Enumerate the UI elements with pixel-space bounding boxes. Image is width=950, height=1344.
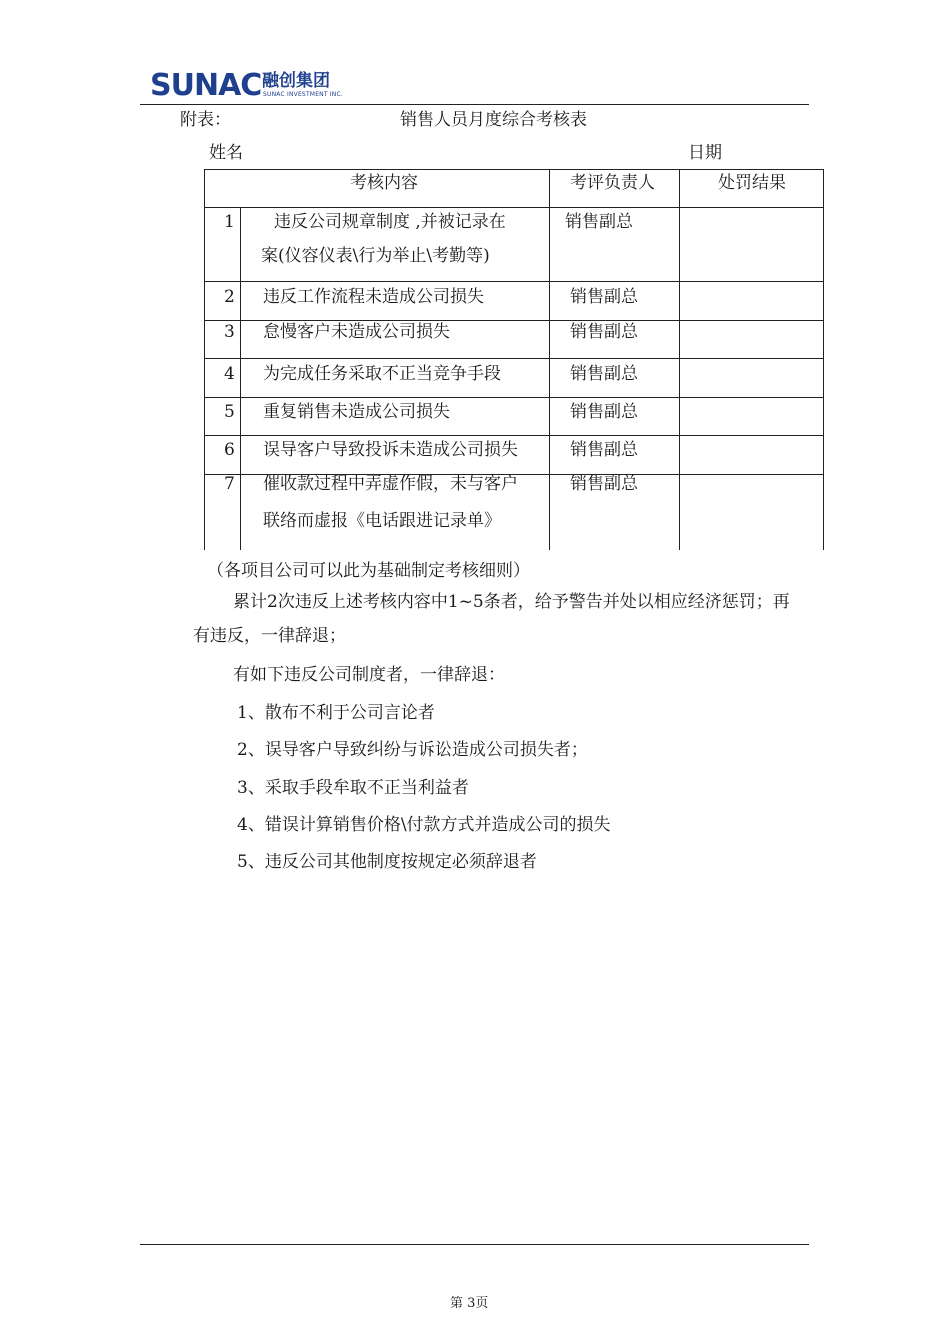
table-row-divider xyxy=(204,358,824,359)
dismissal-item: 5、违反公司其他制度按规定必须辞退者 xyxy=(237,852,537,872)
table-divider-owner xyxy=(679,169,680,550)
row-owner: 销售副总 xyxy=(570,474,638,494)
header-result: 处罚结果 xyxy=(718,173,786,193)
logo-chinese-name: 融创集团 xyxy=(262,71,330,91)
row-owner: 销售副总 xyxy=(570,402,638,422)
table-border-left xyxy=(204,169,205,550)
dismissal-item: 2、误导客户导致纠纷与诉讼造成公司损失者； xyxy=(237,740,588,760)
rule-text: 累计2次违反上述考核内容中1~5条者，给予警告并处以相应经济惩罚；再 xyxy=(233,592,790,612)
assessment-table xyxy=(204,169,824,550)
row-owner: 销售副总 xyxy=(570,322,638,342)
dismissal-item: 4、错误计算销售价格\付款方式并造成公司的损失 xyxy=(237,815,611,835)
table-row-divider xyxy=(204,281,824,282)
table-row-divider xyxy=(204,207,824,208)
row-owner: 销售副总 xyxy=(570,364,638,384)
row-content: 违反公司规章制度 ,并被记录在 xyxy=(274,212,506,232)
table-border-top xyxy=(204,169,824,170)
row-owner: 销售副总 xyxy=(570,287,638,307)
header-rule xyxy=(140,104,809,105)
date-label: 日期 xyxy=(688,143,722,163)
name-label: 姓名 xyxy=(209,143,243,163)
row-content: 怠慢客户未造成公司损失 xyxy=(263,322,450,342)
row-number: 1 xyxy=(224,212,235,232)
dismissal-intro: 有如下违反公司制度者，一律辞退： xyxy=(233,665,505,685)
row-number: 3 xyxy=(224,322,235,342)
row-number: 5 xyxy=(224,402,235,422)
row-owner: 销售副总 xyxy=(570,440,638,460)
row-content-continued: 联络而虚报《电话跟进记录单》 xyxy=(263,511,501,531)
logo-wordmark: SUNAC xyxy=(150,68,262,103)
row-content: 误导客户导致投诉未造成公司损失 xyxy=(263,440,518,460)
table-border-right xyxy=(823,169,824,550)
page-number: 第 3页 xyxy=(450,1296,489,1311)
rule-text-continued: 有违反，一律辞退； xyxy=(193,626,346,646)
row-content: 催收款过程中弄虚作假，未与客户 xyxy=(263,474,518,494)
header-content: 考核内容 xyxy=(350,173,418,193)
row-number: 2 xyxy=(224,287,235,307)
page-title: 销售人员月度综合考核表 xyxy=(400,110,587,130)
logo-english-name: SUNAC INVESTMENT INC. xyxy=(263,91,343,98)
row-content: 重复销售未造成公司损失 xyxy=(263,402,450,422)
row-number: 6 xyxy=(224,440,235,460)
row-number: 7 xyxy=(224,474,235,494)
table-row-divider xyxy=(204,397,824,398)
table-note: （各项目公司可以此为基础制定考核细则） xyxy=(207,561,530,581)
company-logo xyxy=(150,68,343,103)
table-divider-content xyxy=(549,169,550,550)
dismissal-item: 3、采取手段牟取不正当利益者 xyxy=(237,778,469,798)
table-row-divider xyxy=(204,435,824,436)
row-content: 违反工作流程未造成公司损失 xyxy=(263,287,484,307)
attachment-label: 附表： xyxy=(180,110,231,130)
row-number: 4 xyxy=(224,364,235,384)
row-content: 为完成任务采取不正当竞争手段 xyxy=(263,364,501,384)
footer-rule xyxy=(140,1244,809,1245)
table-divider-number xyxy=(240,207,241,550)
dismissal-item: 1、散布不利于公司言论者 xyxy=(237,703,435,723)
row-content-continued: 案(仪容仪表\行为举止\考勤等) xyxy=(261,246,490,266)
row-owner: 销售副总 xyxy=(565,212,633,232)
header-owner: 考评负责人 xyxy=(570,173,655,193)
